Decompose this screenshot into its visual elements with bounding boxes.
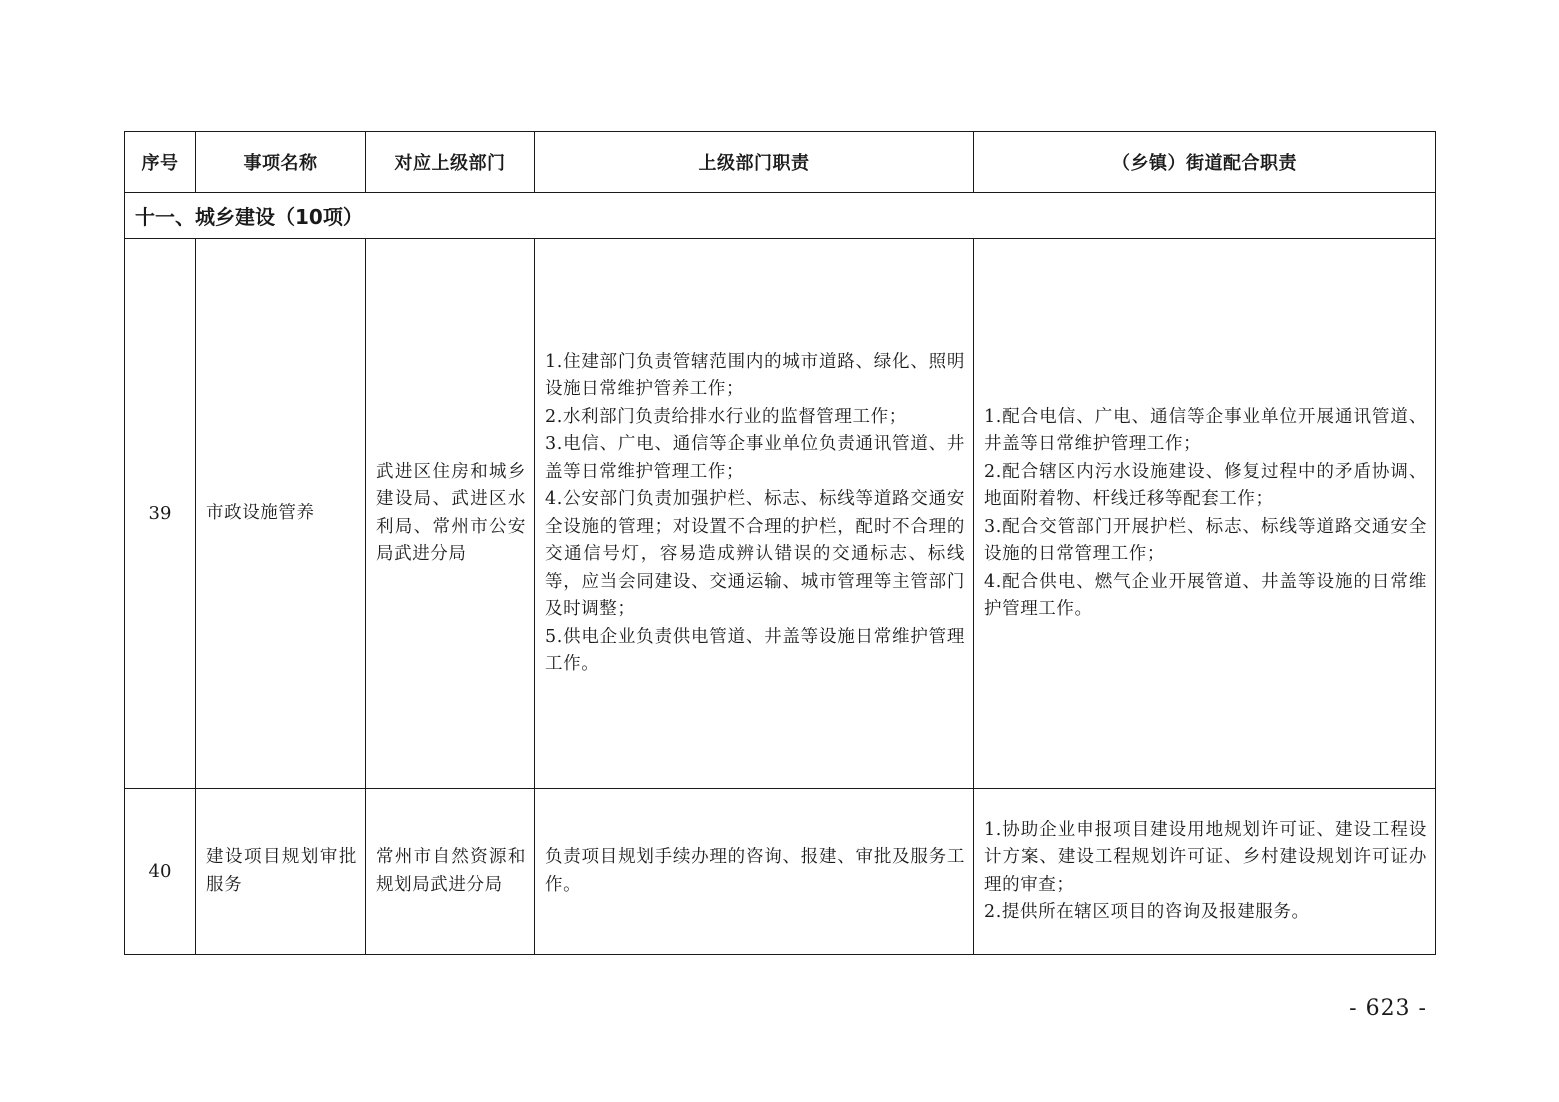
- row-cooperation-duties: [974, 789, 1436, 955]
- coop-line: 1.协助企业申报项目建设用地规划许可证、建设工程设计方案、建设工程规划许可证、乡村建设规划许可证办理的审查；: [984, 819, 1427, 895]
- duty-line: 2.水利部门负责给排水行业的监督管理工作；: [545, 406, 907, 427]
- row-cooperation-duties: [974, 239, 1436, 789]
- row-item-name: 建设项目规划审批服务: [196, 789, 366, 955]
- section-row: [125, 193, 1436, 239]
- header-item-name: 事项名称: [196, 132, 366, 193]
- coop-line: 3.配合交管部门开展护栏、标志、标线等道路交通安全设施的日常管理工作；: [984, 516, 1427, 564]
- duty-line: 负责项目规划手续办理的咨询、报建、审批及服务工作。: [545, 847, 965, 895]
- header-street-cooperation-duties: （乡镇）街道配合职责: [974, 132, 1436, 193]
- header-serial-number: 序号: [125, 132, 196, 193]
- table-row: [125, 239, 1436, 789]
- row-item-name: 市政设施管养: [196, 239, 366, 789]
- duty-line: 1.住建部门负责管辖范围内的城市道路、绿化、照明设施日常维护管养工作；: [545, 351, 965, 399]
- row-department: 武进区住房和城乡建设局、武进区水利局、常州市公安局武进分局: [366, 239, 535, 789]
- duty-line: 4.公安部门负责加强护栏、标志、标线等道路交通安全设施的管理；对设置不合理的护栏，配时不合理的交通信号灯，容易造成辨认错误的交通标志、标线等，应当会同建设、交通运输、城市管理等主管部门及时调整；: [545, 489, 965, 619]
- row-number: 40: [125, 789, 196, 955]
- row-superior-duties: [535, 789, 974, 955]
- row-superior-duties: [535, 239, 974, 789]
- header-superior-duties: 上级部门职责: [535, 132, 974, 193]
- section-title: 十一、城乡建设（10项）: [125, 193, 1436, 239]
- coop-line: 1.配合电信、广电、通信等企事业单位开展通讯管道、井盖等日常维护管理工作；: [984, 406, 1427, 454]
- header-superior-department: 对应上级部门: [366, 132, 535, 193]
- row-department: 常州市自然资源和规划局武进分局: [366, 789, 535, 955]
- table-header-row: [125, 132, 1436, 193]
- duty-line: 3.电信、广电、通信等企事业单位负责通讯管道、井盖等日常维护管理工作；: [545, 434, 965, 482]
- responsibility-table: [124, 131, 1436, 955]
- row-number: 39: [125, 239, 196, 789]
- coop-line: 4.配合供电、燃气企业开展管道、井盖等设施的日常维护管理工作。: [984, 571, 1427, 619]
- coop-line: 2.配合辖区内污水设施建设、修复过程中的矛盾协调、地面附着物、杆线迁移等配套工作；: [984, 461, 1427, 509]
- coop-line: 2.提供所在辖区项目的咨询及报建服务。: [984, 902, 1310, 922]
- duty-line: 5.供电企业负责供电管道、井盖等设施日常维护管理工作。: [545, 626, 965, 674]
- page-number: - 623 -: [1349, 996, 1427, 1021]
- table-row: [125, 789, 1436, 955]
